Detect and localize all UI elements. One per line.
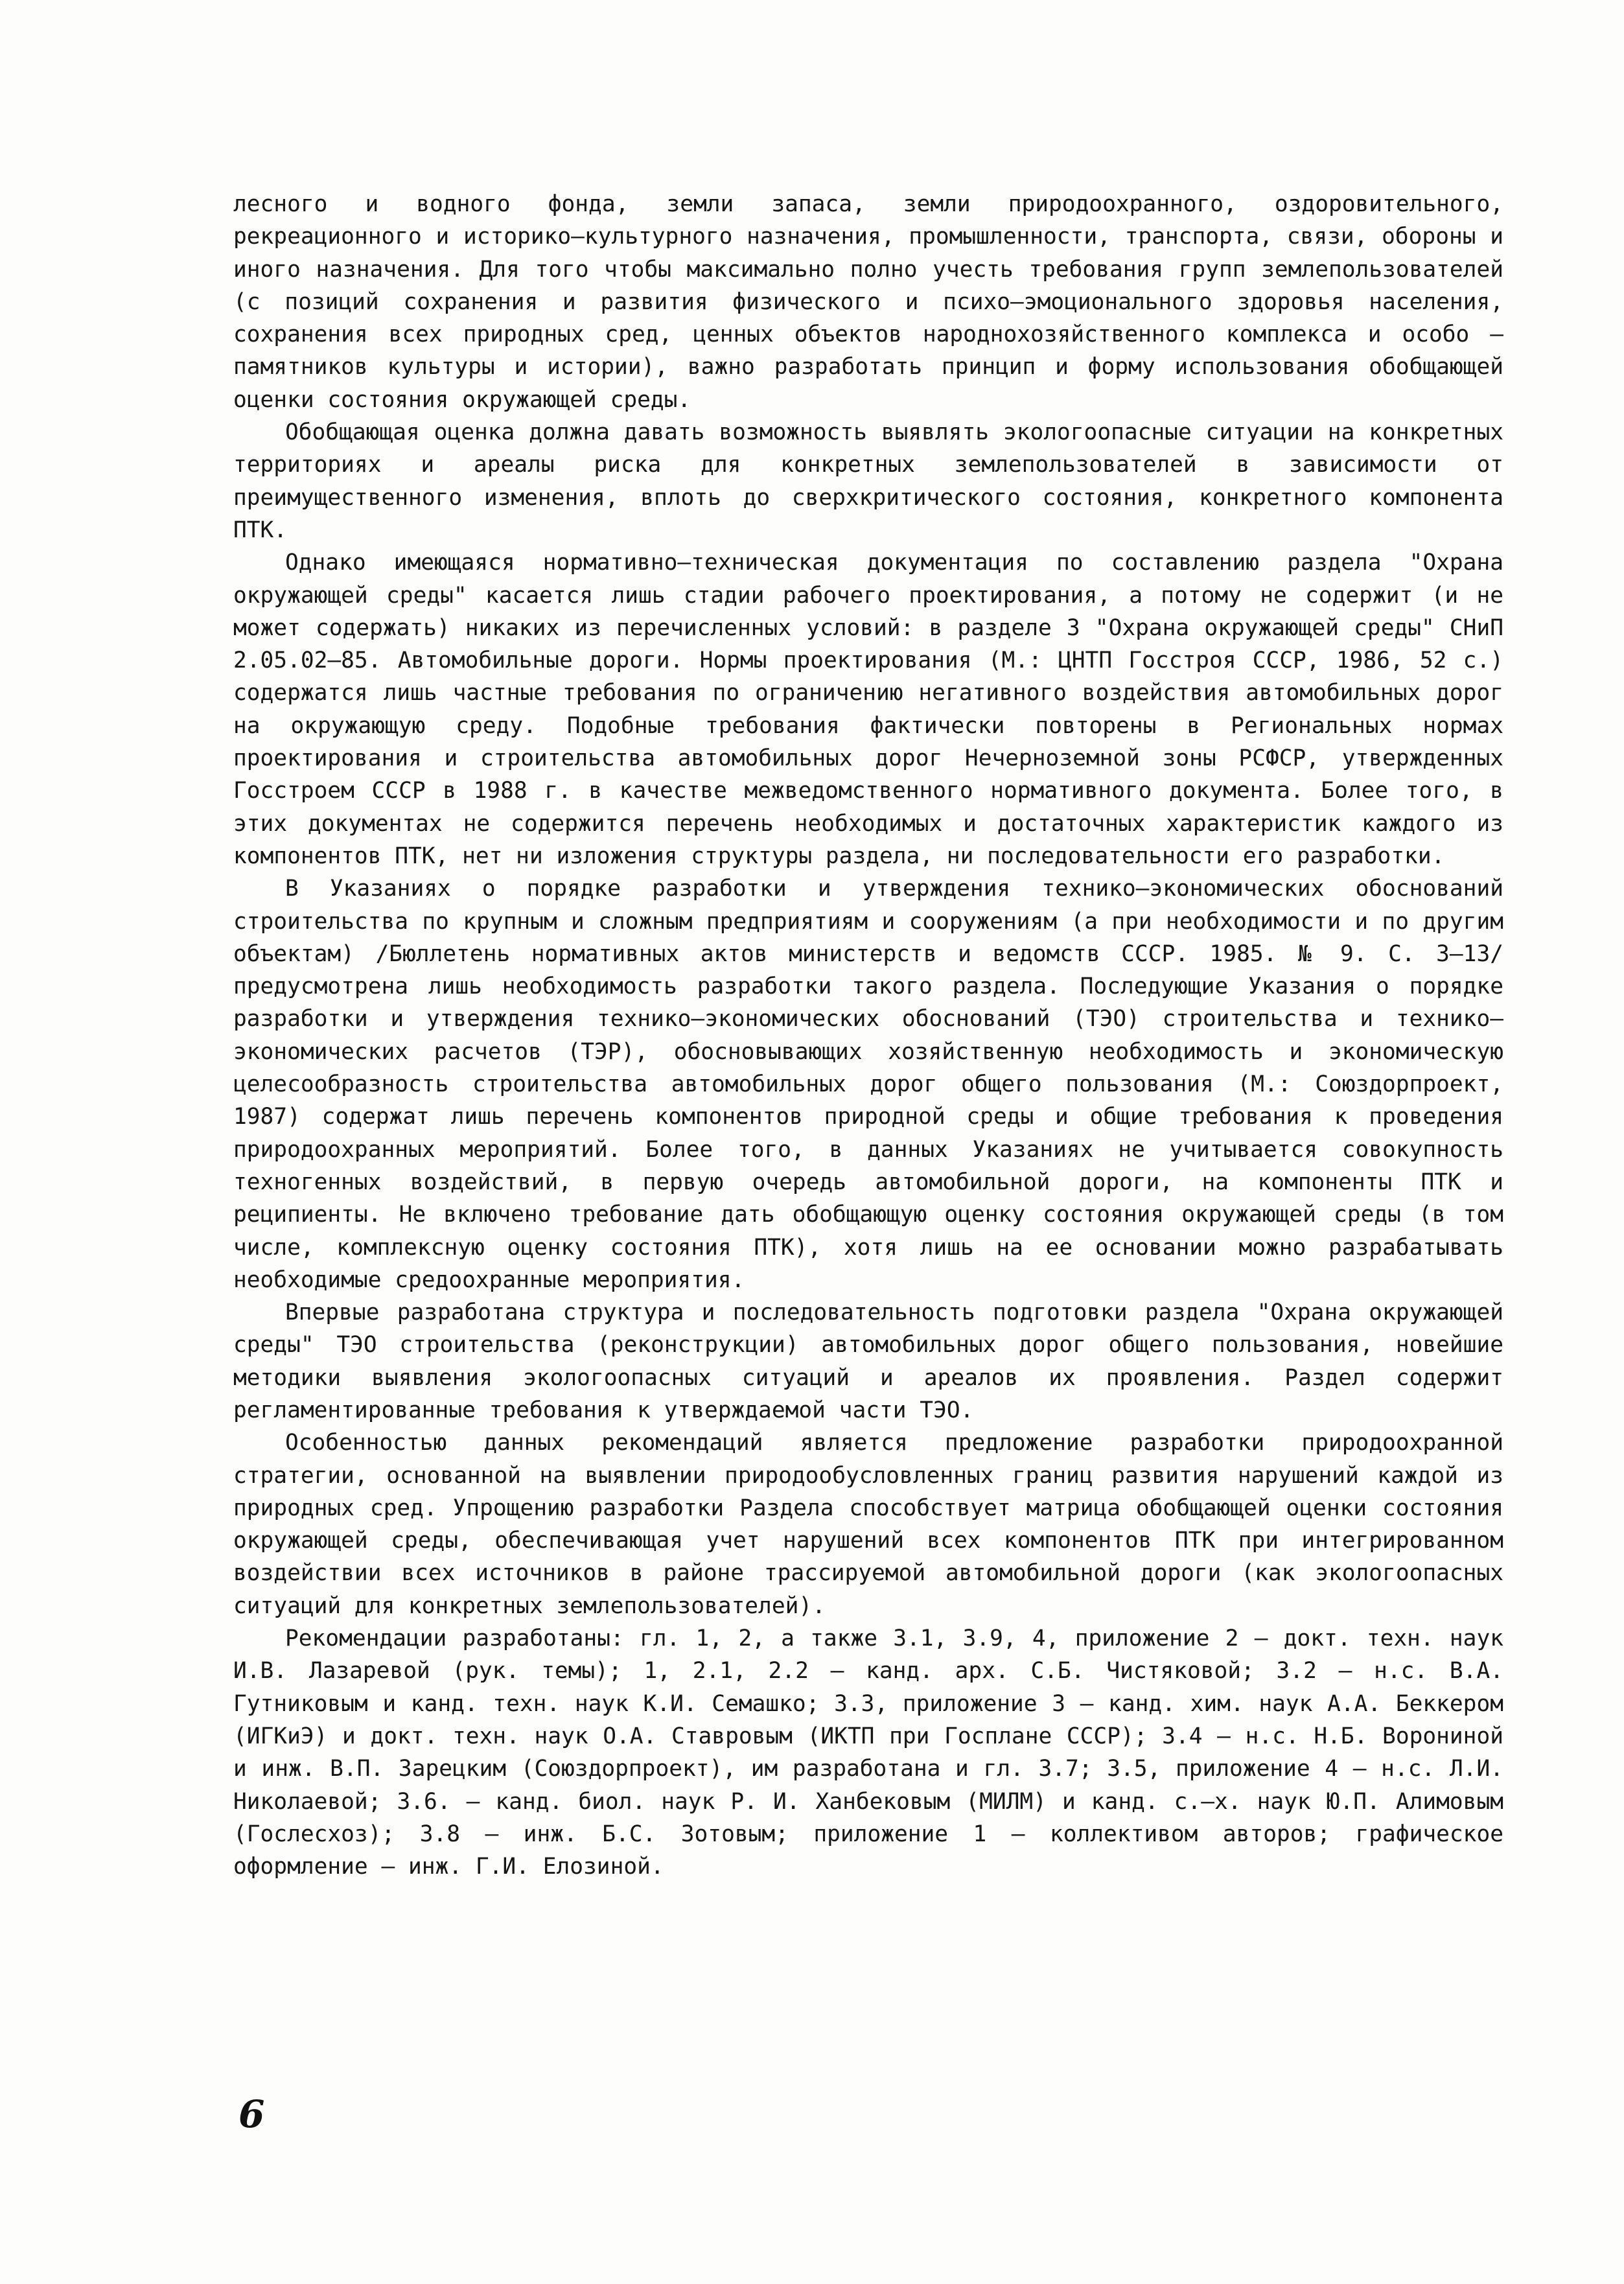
paragraph-3: Однако имеющаяся нормативно–техническая документация по составлению раздела "Охрана окружающей среды" касается лишь стадии рабочего проектирования, а потому не содержит (и не может содержать) никаких из перечисленных условий: в разделе 3 "Охрана окружающей среды" СНиП 2.05.02–85. Автомобильные дороги. Нормы проектирования (М.: ЦНТП Госстроя СССР, 1986, 52 с.) содержатся лишь частные требования по ограничению негативного воздействия автомобильных дорог на окружающую среду. Подобные требования фактически повторены в Региональных нормах проектирования и строительства автомобильных дорог Нечерноземной зоны РСФСР, утвержденных Госстроем СССР в 1988 г. в качестве межведомственного нормативного документа. Более того, в этих документах не содержится перечень необходимых и достаточных характеристик каждого из компонентов ПТК, нет ни изложения структуры раздела, ни последовательности его разработки.	[233, 550, 1503, 869]
paragraph-1: лесного и водного фонда, земли запаса, земли природоохранного, оздоровительного, рекреационного и историко–культурного назначения, промышленности, транспорта, связи, обороны и иного назначения. Для того чтобы максимально полно учесть требования групп землепользователей (с позиций сохранения и развития физического и психо–эмоционального здоровья населения, сохранения всех природных сред, ценных объектов народнохозяйственного комплекса и особо – памятников культуры и истории), важно разработать принцип и форму использования обобщающей оценки состояния окружающей среды.	[233, 191, 1503, 413]
page-number: 6	[238, 2092, 265, 2136]
paragraph-6: Особенностью данных рекомендаций является предложение разработки природоохранной стратегии, основанной на выявлении природообусловленных границ развития нарушений каждой из природных сред. Упрощению разработки Раздела способствует матрица обобщающей оценки состояния окружающей среды, обеспечивающая учет нарушений всех компонентов ПТК при интегрированном воздействии всех источников в районе трассируемой автомобильной дороги (как экологоопасных ситуаций для конкретных землепользователей).	[233, 1430, 1503, 1619]
paragraph-5: Впервые разработана структура и последовательность подготовки раздела "Охрана окружающей среды" ТЭО строительства (реконструкции) автомобильных дорог общего пользования, новейшие методики выявления экологоопасных ситуаций и ареалов их проявления. Раздел содержит регламентированные требования к утверждаемой части ТЭО.	[233, 1299, 1503, 1423]
paragraph-7: Рекомендации разработаны: гл. 1, 2, а также 3.1, 3.9, 4, приложение 2 – докт. техн. наук И.В. Лазаревой (рук. темы); 1, 2.1, 2.2 – канд. арх. С.Б. Чистяковой; 3.2 – н.с. В.А. Гутниковым и канд. техн. наук К.И. Семашко; 3.3, приложение 3 – канд. хим. наук А.А. Беккером (ИГКиЭ) и докт. техн. наук О.А. Ставровым (ИКТП при Госплане СССР); 3.4 – н.с. Н.Б. Ворониной и инж. В.П. Зарецким (Союздорпроект), им разработана и гл. 3.7; 3.5, приложение 4 – н.с. Л.И. Николаевой; 3.6. – канд. биол. наук Р. И. Ханбековым (МИЛМ) и канд. с.–х. наук Ю.П. Алимовым (Гослесхоз); 3.8 – инж. Б.С. Зотовым; приложение 1 – коллективом авторов; графическое оформление – инж. Г.И. Елозиной.	[233, 1626, 1503, 1880]
paragraph-2: Обобщающая оценка должна давать возможность выявлять экологоопасные ситуации на конкретных территориях и ареалы риска для конкретных землепользователей в зависимости от преимущественного изменения, вплоть до сверхкритического состояния, конкретного компонента ПТК.	[233, 419, 1503, 543]
body-text	[233, 188, 1503, 1883]
paragraph-4: В Указаниях о порядке разработки и утверждения технико–экономических обоснований строительства по крупным и сложным предприятиям и сооружениям (а при необходимости и по другим объектам) /Бюллетень нормативных актов министерств и ведомств СССР. 1985. № 9. С. 3–13/ предусмотрена лишь необходимость разработки такого раздела. Последующие Указания о порядке разработки и утверждения технико–экономических обоснований (ТЭО) строительства и технико–экономических расчетов (ТЭР), обосновывающих хозяйственную необходимость и экономическую целесообразность строительства автомобильных дорог общего пользования (М.: Союздорпроект, 1987) содержат лишь перечень компонентов природной среды и общие требования к проведения природоохранных мероприятий. Более того, в данных Указаниях не учитывается совокупность техногенных воздействий, в первую очередь автомобильной дороги, на компоненты ПТК и реципиенты. Не включено требование дать обобщающую оценку состояния окружающей среды (в том числе, комплексную оценку состояния ПТК), хотя лишь на ее основании можно разрабатывать необходимые средоохранные мероприятия.	[233, 876, 1503, 1293]
